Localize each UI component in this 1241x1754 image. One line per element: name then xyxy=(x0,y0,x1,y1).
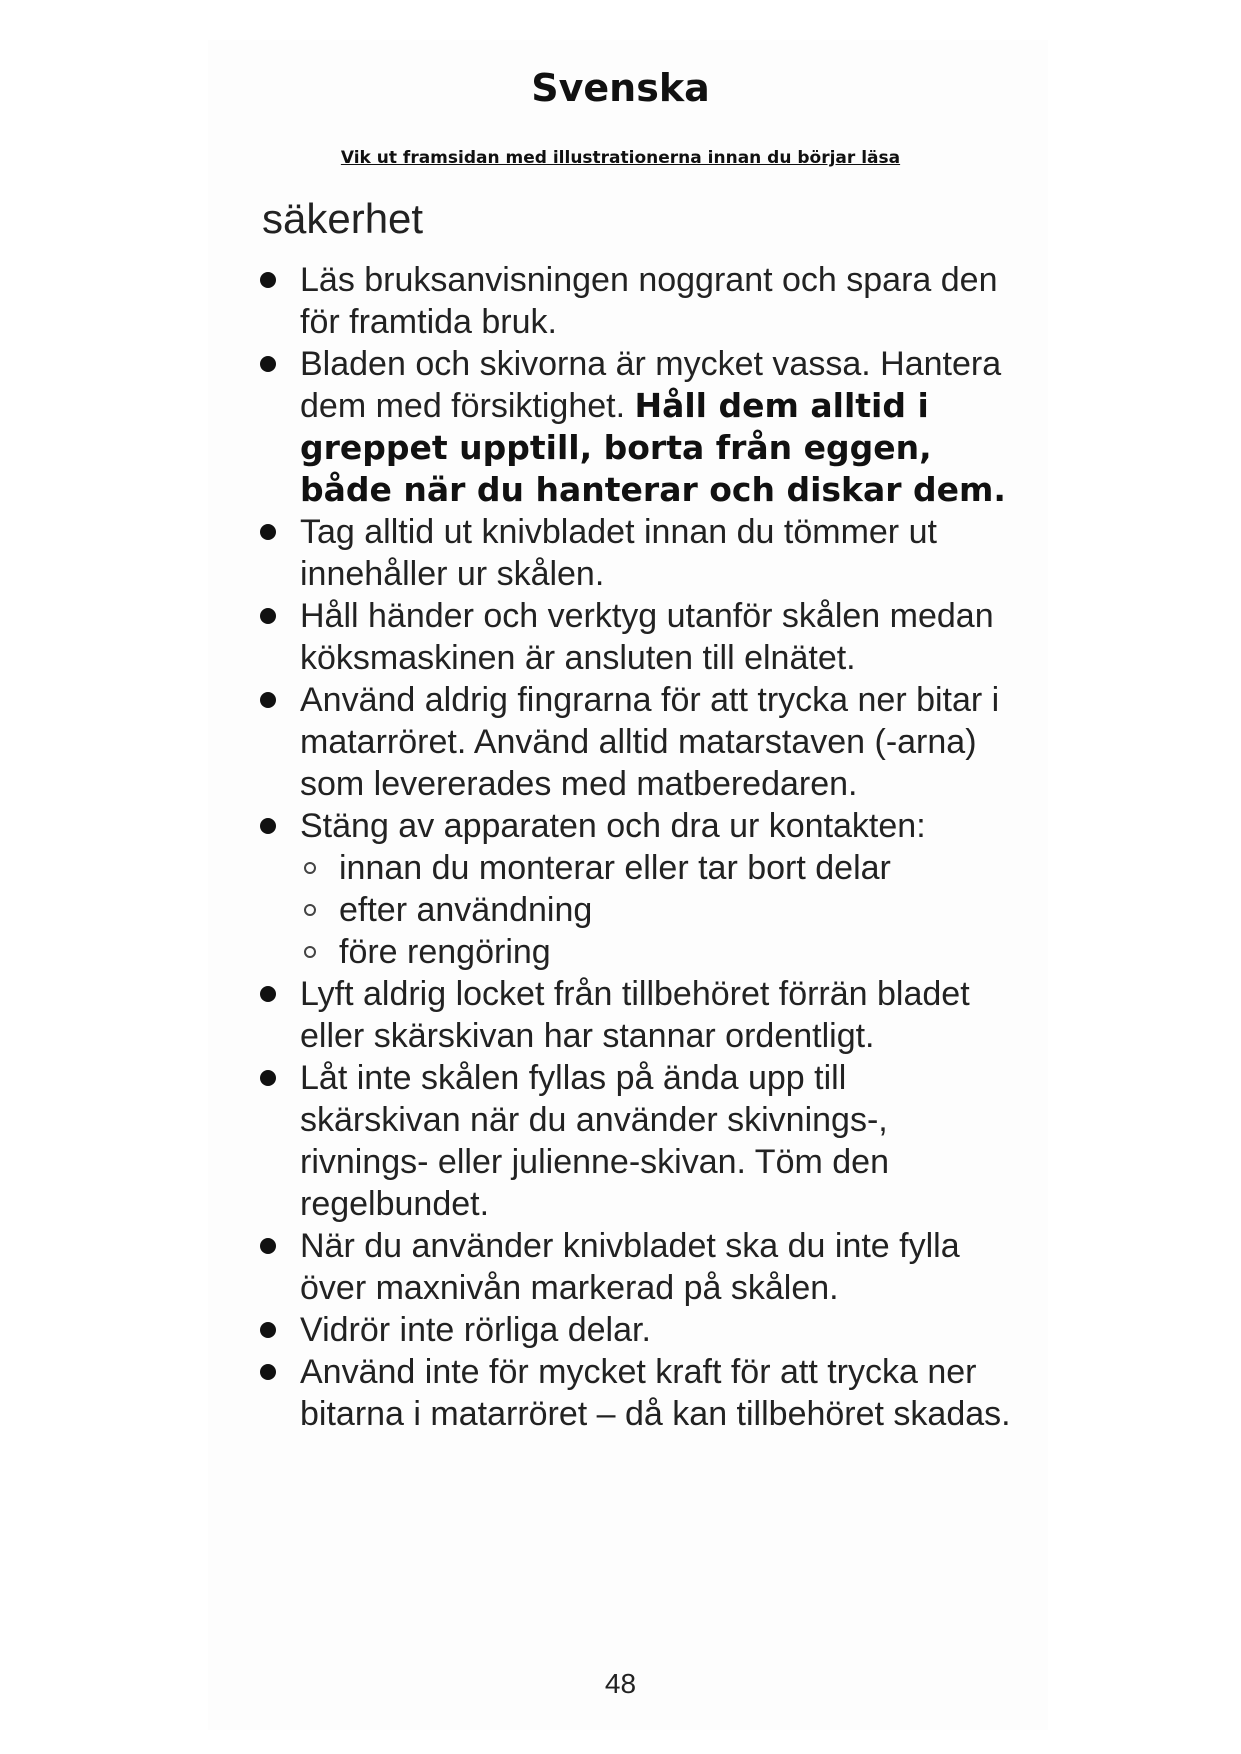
circle-bullet-icon xyxy=(304,904,316,916)
sub-item xyxy=(300,931,1016,973)
safety-item-text: Lyft aldrig locket från tillbehöret förrän bladet eller skärskivan har stannar ordentligt. xyxy=(300,975,970,1055)
sub-list xyxy=(300,847,1016,973)
safety-item xyxy=(256,259,1016,343)
fold-out-notice: Vik ut framsidan med illustrationerna innan du börjar läsa xyxy=(340,148,901,168)
section-title: säkerhet xyxy=(262,195,424,242)
safety-item xyxy=(256,973,1016,1057)
bullet-icon xyxy=(260,1322,276,1338)
page-number: 48 xyxy=(604,1668,637,1699)
bullet-icon xyxy=(260,608,276,624)
bullet-icon xyxy=(260,818,276,834)
sub-item xyxy=(300,889,1016,931)
bullet-icon xyxy=(260,1364,276,1380)
safety-item xyxy=(256,679,1016,805)
safety-item-text: Läs bruksanvisningen noggrant och spara den för framtida bruk. xyxy=(300,261,998,341)
bullet-icon xyxy=(260,692,276,708)
circle-bullet-icon xyxy=(304,946,316,958)
sub-item-text: innan du monterar eller tar bort delar xyxy=(339,849,891,887)
bullet-icon xyxy=(260,524,276,540)
circle-bullet-icon xyxy=(304,862,316,874)
safety-item xyxy=(256,511,1016,595)
safety-item xyxy=(256,1225,1016,1309)
bullet-icon xyxy=(260,1238,276,1254)
safety-item xyxy=(256,1057,1016,1225)
safety-item-text: När du använder knivbladet ska du inte fylla över maxnivån markerad på skålen. xyxy=(300,1227,960,1307)
safety-item-text: Håll händer och verktyg utanför skålen medan köksmaskinen är ansluten till elnätet. xyxy=(300,597,994,677)
safety-item xyxy=(256,595,1016,679)
safety-item xyxy=(256,1351,1016,1435)
safety-item-text: Använd aldrig fingrarna för att trycka ner bitar i matarröret. Använd alltid matarstaven (-arna) som levererades med matberedaren. xyxy=(300,681,1000,803)
safety-item-text: Tag alltid ut knivbladet innan du tömmer ut innehåller ur skålen. xyxy=(300,513,937,593)
safety-item xyxy=(256,805,1016,973)
safety-item-text: Använd inte för mycket kraft för att trycka ner bitarna i matarröret – då kan tillbehöret skadas. xyxy=(300,1353,1011,1433)
safety-item-text: Låt inte skålen fyllas på ända upp till skärskivan när du använder skivnings-, rivnings- eller julienne-skivan. Töm den regelbundet. xyxy=(300,1059,889,1223)
safety-item-text: Stäng av apparaten och dra ur kontakten: xyxy=(300,807,926,845)
bullet-icon xyxy=(260,986,276,1002)
safety-item-text: Vidrör inte rörliga delar. xyxy=(300,1311,651,1349)
safety-item xyxy=(256,1309,1016,1351)
sub-item-text: efter användning xyxy=(339,891,593,929)
language-heading: Svenska xyxy=(531,66,710,110)
safety-item-text: Bladen och skivorna är mycket vassa. Hantera dem med försiktighet. xyxy=(300,345,1002,425)
sub-item xyxy=(300,847,1016,889)
safety-item xyxy=(256,343,1016,511)
bullet-icon xyxy=(260,1070,276,1086)
bullet-icon xyxy=(260,356,276,372)
sub-item-text: före rengöring xyxy=(339,933,551,971)
safety-item-emphasis: Håll dem alltid i greppet upptill, borta från eggen, både när du hanterar och diskar dem. xyxy=(300,386,1006,509)
bullet-icon xyxy=(260,272,276,288)
safety-list xyxy=(256,259,1016,1435)
